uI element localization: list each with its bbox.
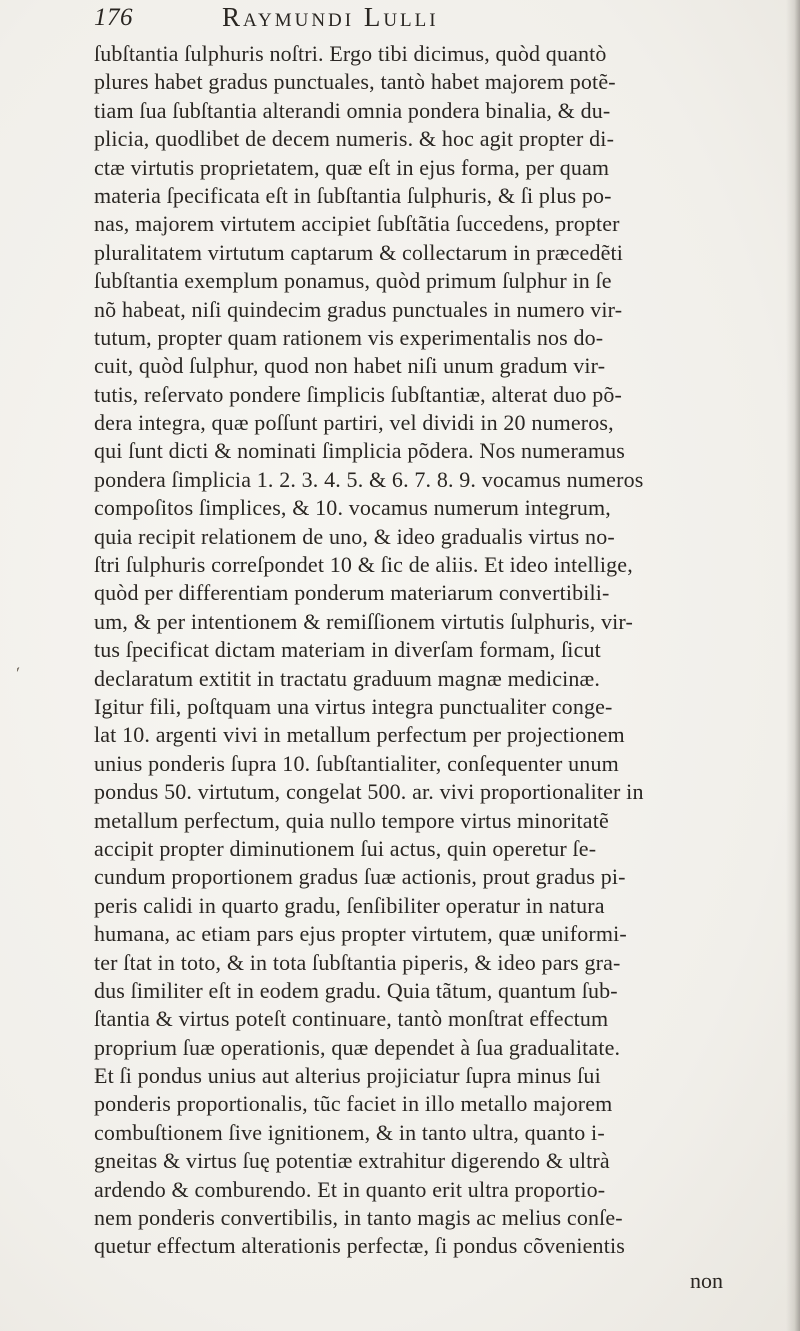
text-line: plures habet gradus punctuales, tantò habet majorem potẽ- xyxy=(94,69,616,95)
text-line: cuit, quòd ſulphur, quod non habet niſi unum gradum vir- xyxy=(94,353,606,379)
text-line: combuſtionem ſive ignitionem, & in tanto ultra, quanto i- xyxy=(94,1119,605,1145)
text-line: pluralitatem virtutum captarum & collectarum in præcedẽti xyxy=(94,239,624,265)
page-number: 176 xyxy=(94,4,133,31)
text-line: quia recipit relationem de uno, & ideo gradualis virtus no- xyxy=(94,523,615,549)
text-line: ſtri ſulphuris correſpondet 10 & ſic de aliis. Et ideo intellige, xyxy=(94,552,633,578)
text-line: peris calidi in quarto gradu, ſenſibiliter operatur in natura xyxy=(94,892,605,918)
text-line: ſubſtantia ſulphuris noſtri. Ergo tibi dicimus, quòd quantò xyxy=(94,41,607,66)
text-line: ſtantia & virtus poteſt continuare, tantò monſtrat effectum xyxy=(94,1006,609,1032)
text-line: unius ponderis ſupra 10. ſubſtantialiter, conſequenter unum xyxy=(94,750,619,776)
text-line: nem ponderis convertibilis, in tanto magis ac melius conſe- xyxy=(94,1205,623,1231)
text-line: tus ſpecificat dictam materiam in diverſam formam, ſicut xyxy=(94,637,601,663)
catchword: non xyxy=(690,1268,723,1293)
text-line: pondus 50. virtutum, congelat 500. ar. vivi proportionaliter in xyxy=(94,779,644,805)
text-line: Et ſi pondus unius aut alterius projiciatur ſupra minus ſui xyxy=(94,1063,601,1089)
text-line: tiam ſua ſubſtantia alterandi omnia pondera binalia, & du- xyxy=(94,97,611,123)
text-line: ter ſtat in toto, & in tota ſubſtantia piperis, & ideo pars gra- xyxy=(94,949,621,975)
text-line: pondera ſimplicia 1. 2. 3. 4. 5. & 6. 7. 8. 9. vocamus numeros xyxy=(94,466,644,492)
body-text xyxy=(94,40,794,1261)
text-line: qui ſunt dicti & nominati ſimplicia põdera. Nos numeramus xyxy=(94,438,625,464)
ink-mark: ˊ xyxy=(12,663,30,687)
text-line: um, & per intentionem & remiſſionem virtutis ſulphuris, vir- xyxy=(94,608,633,634)
text-line: quòd per differentiam ponderum materiarum convertibili- xyxy=(94,580,610,606)
text-line: materia ſpecificata eſt in ſubſtantia ſulphuris, & ſi plus po- xyxy=(94,182,612,208)
text-line: lat 10. argenti vivi in metallum perfectum per projectionem xyxy=(94,722,625,748)
text-line: dus ſimiliter eſt in eodem gradu. Quia tãtum, quantum ſub- xyxy=(94,977,618,1003)
text-line: dera integra, quæ poſſunt partiri, vel dividi in 20 numeros, xyxy=(94,410,614,436)
text-line: quetur effectum alterationis perfectæ, ſi pondus cõvenientis xyxy=(94,1233,625,1259)
text-line: Igitur fili, poſtquam una virtus integra punctualiter conge- xyxy=(94,693,613,719)
text-line: proprium ſuæ operationis, quæ dependet à ſua gradualitate. xyxy=(94,1034,621,1060)
text-line: declaratum extitit in tractatu graduum magnæ medicinæ. xyxy=(94,665,601,691)
running-head: Raymundi Lulli xyxy=(222,2,439,32)
text-line: plicia, quodlibet de decem numeris. & hoc agit propter di- xyxy=(94,126,615,152)
page-header xyxy=(94,2,734,36)
text-line: tutum, propter quam rationem vis experimentalis nos do- xyxy=(94,324,604,350)
text-line: gneitas & virtus ſuę potentiæ extrahitur digerendo & ultrà xyxy=(94,1148,610,1174)
text-line: tutis, reſervato pondere ſimplicis ſubſtantiæ, alterat duo põ- xyxy=(94,381,623,407)
page-edge-shadow xyxy=(786,0,800,1331)
text-line: metallum perfectum, quia nullo tempore virtus minoritatẽ xyxy=(94,807,609,833)
text-line: nõ habeat, niſi quindecim gradus punctuales in numero vir- xyxy=(94,296,623,322)
text-line: nas, majorem virtutem accipiet ſubſtãtia ſuccedens, propter xyxy=(94,211,620,237)
text-line: humana, ac etiam pars ejus propter virtutem, quæ uniformi- xyxy=(94,921,627,947)
text-line: compoſitos ſimplices, & 10. vocamus numerum integrum, xyxy=(94,495,611,521)
text-line: accipit propter diminutionem ſui actus, quin operetur ſe- xyxy=(94,835,597,861)
text-line: ſubſtantia exemplum ponamus, quòd primum ſulphur in ſe xyxy=(94,268,612,294)
text-line: ardendo & comburendo. Et in quanto erit ultra proportio- xyxy=(94,1176,606,1202)
text-line: ponderis proportionalis, tũc faciet in illo metallo majorem xyxy=(94,1091,613,1117)
text-line: ctæ virtutis proprietatem, quæ eſt in ejus forma, per quam xyxy=(94,154,610,180)
text-line: cundum proportionem gradus ſuæ actionis, prout gradus pi- xyxy=(94,864,626,890)
